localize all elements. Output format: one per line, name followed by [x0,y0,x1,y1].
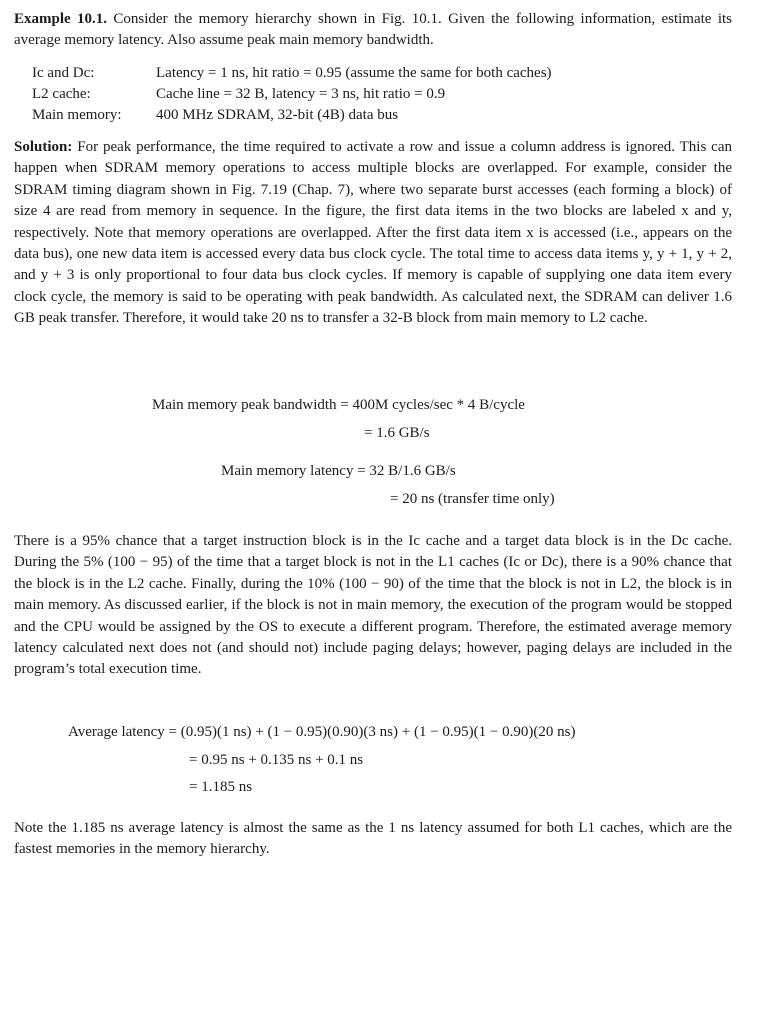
example-label: Example 10.1. [14,11,108,27]
spec-label: L2 cache: [32,86,91,102]
average-latency-line-1: Average latency = (0.95)(1 ns) + (1 − 0.95)(0.90)(3 ns) + (1 − 0.95)(1 − 0.90)(20 ns) [68,724,576,740]
spec-row-ic-dc [32,63,732,84]
spec-value: Latency = 1 ns, hit ratio = 0.95 (assume the same for both caches) [156,65,552,81]
solution-paragraph [14,137,732,330]
closing-note: Note the 1.185 ns average latency is almost the same as the 1 ns latency assumed for both L1 caches, which are the fastest memories in the memory hierarchy. [14,820,732,858]
spec-value: Cache line = 32 B, latency = 3 ns, hit ratio = 0.9 [156,86,446,102]
spec-row-main-memory [32,105,732,126]
spec-value: 400 MHz SDRAM, 32-bit (4B) data bus [156,107,399,123]
bandwidth-equation-line-2: = 1.6 GB/s [364,425,430,441]
spec-list [32,63,732,126]
average-latency-line-2: = 0.95 ns + 0.135 ns + 0.1 ns [189,752,364,768]
bandwidth-equation-line-1: Main memory peak bandwidth = 400M cycles/sec * 4 B/cycle [152,397,525,413]
spec-label: Main memory: [32,107,122,123]
spec-label: Ic and Dc: [32,65,95,81]
latency-equation-line-2: = 20 ns (transfer time only) [390,491,555,507]
solution-label: Solution: [14,139,73,155]
latency-equation-line-1: Main memory latency = 32 B/1.6 GB/s [221,463,456,479]
example-text: Consider the memory hierarchy shown in Fig. 10.1. Given the following information, estimate its average memory latency. Also assume peak main memory bandwidth. [14,11,732,49]
hit-ratio-paragraph: There is a 95% chance that a target instruction block is in the Ic cache and a target data block is in the Dc cache. During the 5% (100 − 95) of the time that a target block is not in the L1 caches (Ic or Dc), there is a 90% chance that the block is in the L2 cache. Finally, during the 10% (100 − 90) of the time that the block is not in L2, the block is in main memory. As discussed earlier, if the block is not in main memory, the execution of the program would be stopped and the CPU would be assigned by the OS to execute a different program. Therefore, the estimated average memory latency calculated next does not (and should not) include paging delays; however, paging delays are included in the program’s total execution time. [14,533,732,678]
average-latency-line-3: = 1.185 ns [189,779,253,795]
solution-text: For peak performance, the time required to activate a row and issue a column address is ignored. This can happen when SDRAM memory operations to access multiple blocks are overlapped. For example, consider the SDRAM timing diagram shown in Fig. 7.19 (Chap. 7), where two separate burst accesses (each forming a block) of size 4 are read from memory in sequence. In the figure, the first data items in the two blocks are labeled x and y, respectively. Note that memory operations are overlapped. After the first data item x is accessed (i.e., appears on the data bus), one new data item is accessed every data bus clock cycle. The total time to access data items y, y + 1, y + 2, and y + 3 is only proportional to four data bus clock cycles. If memory is capable of supplying one data item every clock cycle, the memory is said to be operating with peak bandwidth. As calculated next, the SDRAM can deliver 1.6 GB peak transfer. Therefore, it would take 20 ns to transfer a 32-B block from main memory to L2 cache. [14,139,732,327]
example-statement [14,9,732,52]
spec-row-l2 [32,84,732,105]
